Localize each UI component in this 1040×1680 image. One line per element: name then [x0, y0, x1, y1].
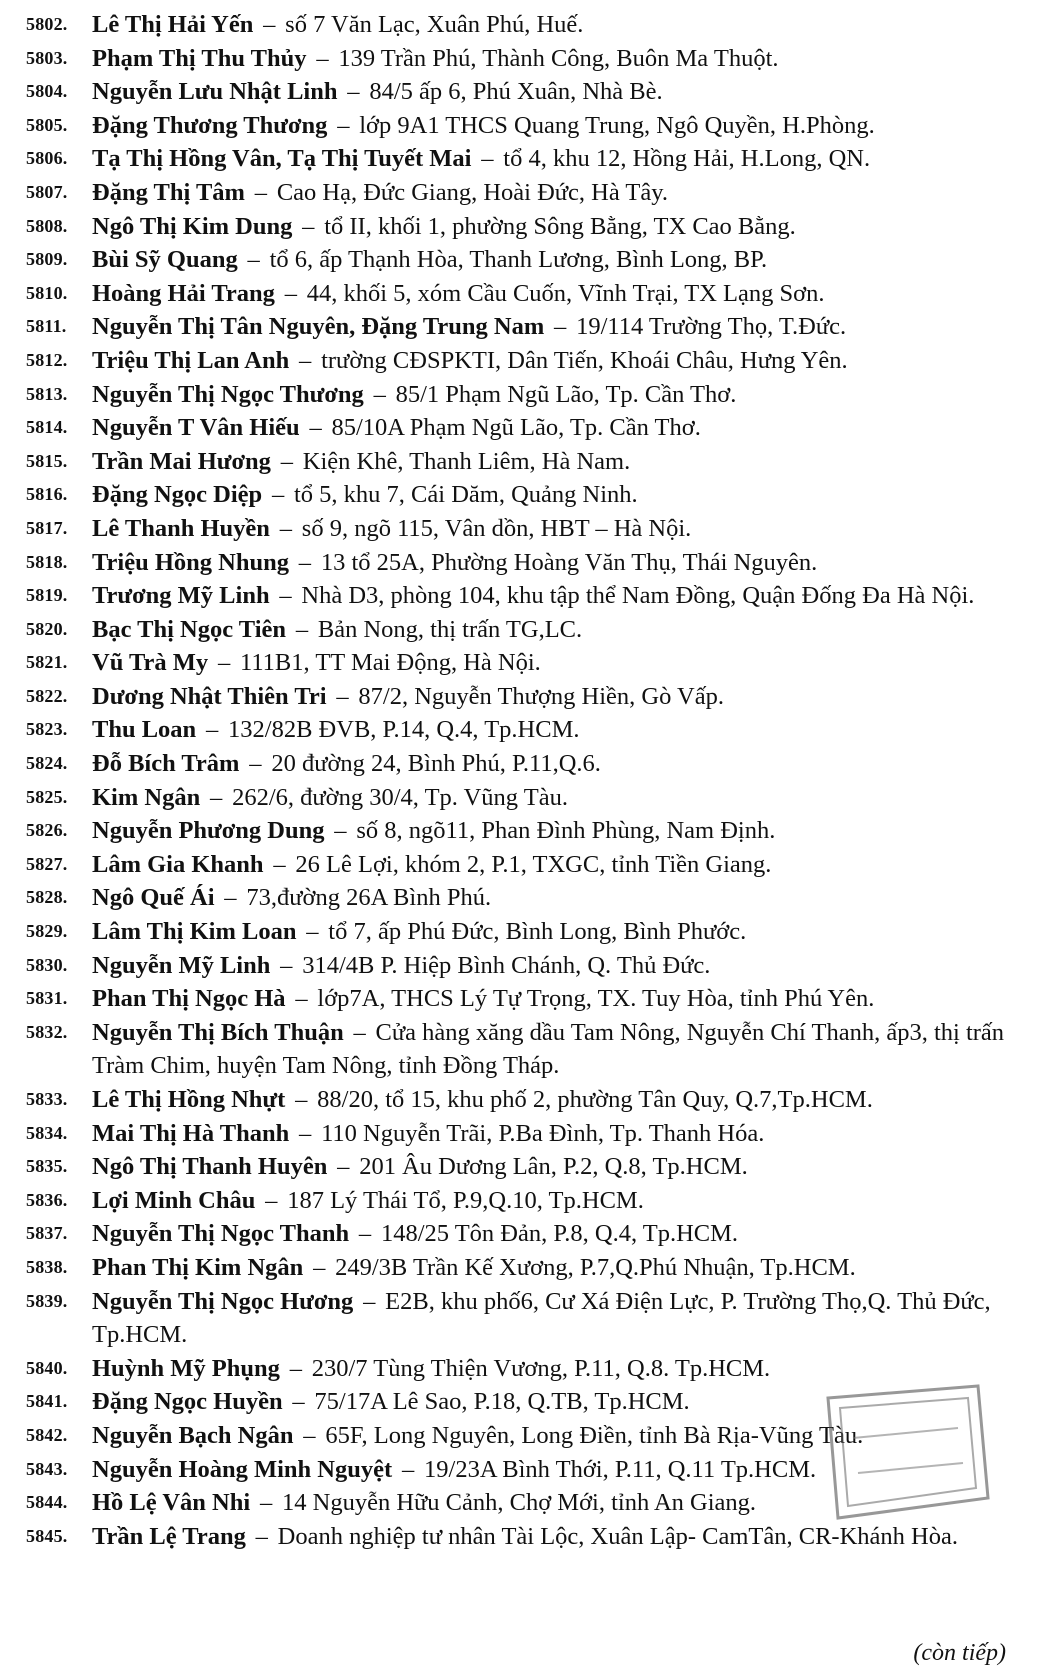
- entry-separator: –: [255, 1522, 268, 1550]
- entry-name: Thu Loan: [92, 716, 197, 744]
- list-item: [0, 142, 1040, 176]
- entry-separator: –: [316, 44, 329, 72]
- list-item: [0, 1150, 1040, 1184]
- entry-separator: –: [289, 1354, 302, 1382]
- entry-name: Nguyễn Lưu Nhật Linh: [92, 78, 338, 106]
- list-item: [0, 713, 1040, 747]
- entry-name: Trương Mỹ Linh: [92, 582, 270, 610]
- entry-number: 5841.: [26, 1391, 68, 1412]
- list-item: [0, 747, 1040, 781]
- entry-name: Lê Thị Hồng Nhựt: [92, 1086, 286, 1113]
- entry-name: Nguyễn Thị Ngọc Thanh: [92, 1220, 350, 1248]
- entry-separator: –: [302, 212, 315, 240]
- entry-address: số 9, ngõ 115, Vân dồn, HBT – Hà Nội.: [301, 514, 692, 542]
- entry-separator: –: [295, 1086, 308, 1113]
- entry-address: E2B, khu phố6, Cư Xá Điện Lực, P. Trường Thọ,Q. Thủ Đức, Tp.HCM.: [92, 1287, 991, 1349]
- entry-separator: –: [336, 682, 349, 710]
- entry-separator: –: [279, 514, 292, 542]
- entry-separator: –: [205, 716, 219, 744]
- list-item: [0, 8, 1040, 42]
- entry-separator: –: [299, 346, 312, 374]
- entry-number: 5812.: [26, 349, 68, 370]
- entry-number: 5833.: [26, 1089, 68, 1109]
- entry-address: lớp7A, THCS Lý Tự Trọng, TX. Tuy Hòa, tỉnh Phú Yên.: [317, 985, 875, 1013]
- entry-address: 19/23A Bình Thới, P.11, Q.11 Tp.HCM.: [424, 1455, 817, 1483]
- entry-separator: –: [358, 1220, 372, 1248]
- entry-number: 5819.: [26, 585, 68, 606]
- list-item: [0, 1285, 1040, 1352]
- entry-separator: –: [263, 11, 276, 38]
- entry-name: Phan Thị Ngọc Hà: [92, 985, 286, 1013]
- entry-separator: –: [254, 178, 268, 206]
- entry-separator: –: [299, 1119, 312, 1147]
- entry-name: Nguyễn Thị Ngọc Thương: [92, 380, 364, 408]
- list-item: [0, 546, 1040, 580]
- entry-name: Dương Nhật Thiên Tri: [92, 682, 327, 710]
- entry-number: 5804.: [26, 81, 68, 102]
- entry-number: 5845.: [26, 1525, 68, 1546]
- address-list: [0, 8, 1040, 1553]
- list-item: [0, 646, 1040, 680]
- entry-name: Mai Thị Hà Thanh: [92, 1119, 290, 1147]
- entry-address: Kiện Khê, Thanh Liêm, Hà Nam.: [302, 447, 631, 475]
- entry-number: 5805.: [26, 114, 68, 135]
- entry-name: Huỳnh Mỹ Phụng: [92, 1354, 280, 1382]
- entry-address: Nhà D3, phòng 104, khu tập thể Nam Đồng, Quận Đống Đa Hà Nội.: [301, 582, 975, 610]
- entry-address: 26 Lê Lợi, khóm 2, P.1, TXGC, tỉnh Tiền Giang.: [295, 850, 772, 878]
- entry-address: 249/3B Trần Kế Xương, P.7,Q.Phú Nhuận, Tp.HCM.: [335, 1253, 856, 1281]
- entry-address: 85/1 Phạm Ngũ Lão, Tp. Cần Thơ.: [395, 380, 737, 408]
- entry-name: Nguyễn Thị Bích Thuận: [92, 1018, 344, 1046]
- entry-number: 5844.: [26, 1492, 68, 1513]
- entry-number: 5824.: [26, 753, 68, 774]
- list-item: [0, 848, 1040, 882]
- entry-address: số 7 Văn Lạc, Xuân Phú, Huế.: [285, 11, 584, 38]
- entry-address: tổ 6, ấp Thạnh Hòa, Thanh Lương, Bình Long, BP.: [269, 246, 768, 274]
- entry-name: Hoàng Hải Trang: [92, 279, 275, 307]
- entry-address: tổ 5, khu 7, Cái Dăm, Quảng Ninh.: [293, 481, 638, 509]
- entry-separator: –: [554, 313, 567, 341]
- entry-name: Kim Ngân: [92, 783, 201, 811]
- entry-number: 5834.: [26, 1122, 68, 1143]
- entry-name: Nguyễn Thị Ngọc Hương: [92, 1287, 354, 1315]
- entry-address: Doanh nghiệp tư nhân Tài Lộc, Xuân Lập- CamTân, CR-Khánh Hòa.: [277, 1522, 958, 1550]
- entry-address: 73,đường 26A Bình Phú.: [246, 884, 492, 912]
- entry-address: 262/6, đường 30/4, Tp. Vũng Tàu.: [232, 783, 568, 811]
- list-item: [0, 243, 1040, 277]
- entry-name: Triệu Hồng Nhung: [92, 548, 289, 576]
- entry-separator: –: [309, 414, 322, 442]
- entry-name: Đặng Ngọc Huyền: [92, 1388, 283, 1416]
- entry-name: Đặng Thị Tâm: [92, 178, 245, 206]
- entry-name: Ngô Thị Thanh Huyên: [92, 1153, 328, 1181]
- entry-address: Cao Hạ, Đức Giang, Hoài Đức, Hà Tây.: [276, 178, 669, 206]
- entry-name: Nguyễn Mỹ Linh: [92, 951, 271, 979]
- entry-number: 5837.: [26, 1223, 68, 1244]
- entry-name: Tạ Thị Hồng Vân, Tạ Thị Tuyết Mai: [92, 145, 472, 173]
- entry-separator: –: [313, 1253, 326, 1281]
- list-item: [0, 75, 1040, 109]
- list-item: [0, 310, 1040, 344]
- entry-separator: –: [280, 951, 293, 979]
- entry-address: 87/2, Nguyễn Thượng Hiền, Gò Vấp.: [358, 682, 724, 710]
- entry-separator: –: [303, 1421, 316, 1449]
- list-item: [0, 579, 1040, 613]
- entry-separator: –: [295, 985, 308, 1013]
- entry-separator: –: [363, 1287, 376, 1315]
- list-item: [0, 210, 1040, 244]
- entry-separator: –: [373, 380, 386, 408]
- entry-number: 5817.: [26, 517, 68, 538]
- entry-number: 5820.: [26, 618, 68, 639]
- entry-number: 5831.: [26, 988, 68, 1009]
- entry-separator: –: [347, 78, 360, 106]
- entry-separator: –: [292, 1388, 305, 1416]
- list-item: [0, 1217, 1040, 1251]
- entry-number: 5826.: [26, 820, 68, 841]
- list-item: [0, 881, 1040, 915]
- entry-address: 132/82B ĐVB, P.14, Q.4, Tp.HCM.: [228, 716, 580, 744]
- entry-separator: –: [280, 447, 293, 475]
- entry-name: Bùi Sỹ Quang: [92, 246, 238, 274]
- entry-number: 5839.: [26, 1290, 68, 1311]
- entry-number: 5818.: [26, 551, 68, 572]
- entry-number: 5815.: [26, 450, 68, 471]
- list-item: [0, 109, 1040, 143]
- list-item: [0, 949, 1040, 983]
- entry-separator: –: [306, 918, 319, 946]
- entry-name: Đỗ Bích Trâm: [92, 750, 240, 778]
- entry-address: 65F, Long Nguyên, Long Điền, tỉnh Bà Rịa-Vũng Tàu.: [325, 1421, 864, 1449]
- entry-number: 5823.: [26, 719, 68, 740]
- entry-address: tổ 4, khu 12, Hồng Hải, H.Long, QN.: [503, 145, 871, 173]
- entry-number: 5836.: [26, 1189, 68, 1210]
- watermark-logo-icon: [808, 1378, 998, 1528]
- entry-address: 19/114 Trường Thọ, T.Đức.: [576, 313, 847, 341]
- entry-separator: –: [353, 1018, 366, 1046]
- entry-number: 5821.: [26, 652, 68, 673]
- entry-name: Nguyễn T Vân Hiếu: [92, 414, 300, 442]
- entry-separator: –: [401, 1455, 415, 1483]
- entry-name: Lợi Minh Châu: [92, 1186, 256, 1214]
- list-item: [0, 982, 1040, 1016]
- entry-number: 5807.: [26, 181, 68, 202]
- entry-number: 5810.: [26, 282, 68, 303]
- entry-separator: –: [481, 145, 494, 173]
- entry-separator: –: [217, 649, 231, 677]
- entry-separator: –: [337, 111, 350, 139]
- entry-separator: –: [224, 884, 237, 912]
- entry-name: Ngô Thị Kim Dung: [92, 212, 293, 240]
- entry-separator: –: [249, 750, 262, 778]
- entry-name: Vũ Trà My: [92, 649, 209, 677]
- entry-separator: –: [279, 582, 292, 610]
- entry-separator: –: [210, 783, 223, 811]
- entry-name: Nguyễn Hoàng Minh Nguyệt: [92, 1455, 393, 1483]
- entry-address: tổ II, khối 1, phường Sông Bằng, TX Cao Bằng.: [324, 212, 796, 240]
- entry-separator: –: [298, 548, 312, 576]
- entry-number: 5840.: [26, 1357, 68, 1378]
- entry-separator: –: [247, 246, 260, 274]
- list-item: [0, 781, 1040, 815]
- list-item: [0, 1117, 1040, 1151]
- list-item: [0, 277, 1040, 311]
- entry-name: Bạc Thị Ngọc Tiên: [92, 615, 287, 643]
- entry-address: tổ 7, ấp Phú Đức, Bình Long, Bình Phước.: [328, 918, 747, 946]
- entry-name: Lê Thị Hải Yến: [92, 11, 254, 38]
- entry-name: Lâm Gia Khanh: [92, 850, 264, 878]
- entry-number: 5816.: [26, 484, 68, 505]
- entry-address: 111B1, TT Mai Động, Hà Nội.: [240, 649, 541, 677]
- list-item: [0, 814, 1040, 848]
- entry-name: Nguyễn Thị Tân Nguyên, Đặng Trung Nam: [92, 313, 545, 341]
- entry-number: 5838.: [26, 1256, 68, 1277]
- entry-address: lớp 9A1 THCS Quang Trung, Ngô Quyền, H.Phòng.: [359, 111, 875, 139]
- entry-name: Phan Thị Kim Ngân: [92, 1253, 304, 1281]
- list-item: [0, 1016, 1040, 1083]
- list-item: [0, 478, 1040, 512]
- entry-number: 5835.: [26, 1156, 68, 1177]
- entry-separator: –: [295, 615, 309, 643]
- list-item: [0, 176, 1040, 210]
- entry-separator: –: [259, 1489, 273, 1517]
- list-item: [0, 1251, 1040, 1285]
- entry-name: Lâm Thị Kim Loan: [92, 918, 297, 946]
- entry-number: 5803.: [26, 47, 68, 68]
- entry-number: 5813.: [26, 383, 68, 404]
- list-item: [0, 1184, 1040, 1218]
- list-item: [0, 915, 1040, 949]
- entry-name: Hồ Lệ Vân Nhi: [92, 1489, 251, 1517]
- entry-address: Bản Nong, thị trấn TG,LC.: [317, 615, 583, 643]
- entry-name: Nguyễn Phương Dung: [92, 817, 325, 845]
- entry-number: 5814.: [26, 417, 68, 438]
- entry-number: 5811.: [26, 316, 67, 337]
- entry-number: 5827.: [26, 853, 68, 874]
- entry-name: Nguyễn Bạch Ngân: [92, 1421, 294, 1449]
- list-item: [0, 613, 1040, 647]
- entry-name: Trần Lệ Trang: [92, 1522, 246, 1550]
- entry-address: 84/5 ấp 6, Phú Xuân, Nhà Bè.: [369, 78, 663, 106]
- entry-address: 20 đường 24, Bình Phú, P.11,Q.6.: [271, 750, 601, 778]
- entry-number: 5842.: [26, 1424, 68, 1445]
- entry-name: Trần Mai Hương: [92, 447, 271, 475]
- entry-address: 44, khối 5, xóm Cầu Cuốn, Vĩnh Trại, TX Lạng Sơn.: [306, 279, 825, 307]
- entry-separator: –: [334, 817, 347, 845]
- entry-name: Đặng Ngọc Diệp: [92, 481, 263, 509]
- entry-separator: –: [337, 1153, 350, 1181]
- entry-name: Phạm Thị Thu Thủy: [92, 44, 307, 72]
- entry-separator: –: [271, 481, 285, 509]
- entry-name: Ngô Quế Ái: [92, 884, 215, 912]
- entry-address: 230/7 Tùng Thiện Vương, P.11, Q.8. Tp.HCM.: [311, 1354, 771, 1382]
- entry-number: 5806.: [26, 148, 68, 169]
- list-item: [0, 344, 1040, 378]
- entry-address: 139 Trần Phú, Thành Công, Buôn Ma Thuột.: [338, 44, 779, 72]
- entry-number: 5832.: [26, 1021, 68, 1042]
- entry-name: Triệu Thị Lan Anh: [92, 346, 290, 374]
- entry-number: 5843.: [26, 1458, 68, 1479]
- list-item: [0, 378, 1040, 412]
- entry-address: 14 Nguyễn Hữu Cảnh, Chợ Mới, tỉnh An Giang.: [282, 1489, 757, 1517]
- entry-number: 5829.: [26, 921, 68, 942]
- list-item: [0, 411, 1040, 445]
- entry-number: 5830.: [26, 954, 68, 975]
- entry-address: 75/17A Lê Sao, P.18, Q.TB, Tp.HCM.: [314, 1388, 690, 1416]
- entry-number: 5809.: [26, 249, 68, 270]
- entry-address: 85/10A Phạm Ngũ Lão, Tp. Cần Thơ.: [331, 414, 701, 442]
- continued-note: (còn tiếp): [913, 1640, 1006, 1666]
- entry-address: số 8, ngõ11, Phan Đình Phùng, Nam Định.: [356, 817, 776, 845]
- entry-name: Lê Thanh Huyền: [92, 514, 270, 542]
- list-item: [0, 512, 1040, 546]
- list-item: [0, 445, 1040, 479]
- list-item: [0, 1083, 1040, 1117]
- entry-address: 148/25 Tôn Đản, P.8, Q.4, Tp.HCM.: [380, 1220, 739, 1248]
- entry-name: Đặng Thương Thương: [92, 111, 328, 139]
- entry-number: 5822.: [26, 685, 68, 706]
- entry-number: 5828.: [26, 887, 68, 908]
- list-item: [0, 42, 1040, 76]
- entry-address: 13 tổ 25A, Phường Hoàng Văn Thụ, Thái Nguyên.: [320, 548, 818, 576]
- list-item: [0, 680, 1040, 714]
- entry-separator: –: [284, 279, 297, 307]
- entry-address: trường CĐSPKTI, Dân Tiến, Khoái Châu, Hưng Yên.: [321, 346, 848, 374]
- entry-address: 110 Nguyễn Trãi, P.Ba Đình, Tp. Thanh Hóa.: [321, 1119, 765, 1147]
- entry-address: 88/20, tổ 15, khu phố 2, phường Tân Quy, Q.7,Tp.HCM.: [317, 1086, 873, 1113]
- entry-address: 314/4B P. Hiệp Bình Chánh, Q. Thủ Đức.: [302, 951, 711, 979]
- entry-number: 5825.: [26, 786, 68, 807]
- entry-address: 187 Lý Thái Tổ, P.9,Q.10, Tp.HCM.: [287, 1186, 644, 1214]
- entry-number: 5808.: [26, 215, 68, 236]
- entry-separator: –: [273, 850, 286, 878]
- entry-separator: –: [265, 1186, 278, 1214]
- entry-number: 5802.: [26, 14, 68, 34]
- entry-address: 201 Âu Dương Lân, P.2, Q.8, Tp.HCM.: [359, 1153, 748, 1181]
- entry-address: Cửa hàng xăng dầu Tam Nông, Nguyễn Chí Thanh, ấp3, thị trấn Tràm Chim, huyện Tam Nông, tỉnh Đồng Tháp.: [92, 1018, 1005, 1080]
